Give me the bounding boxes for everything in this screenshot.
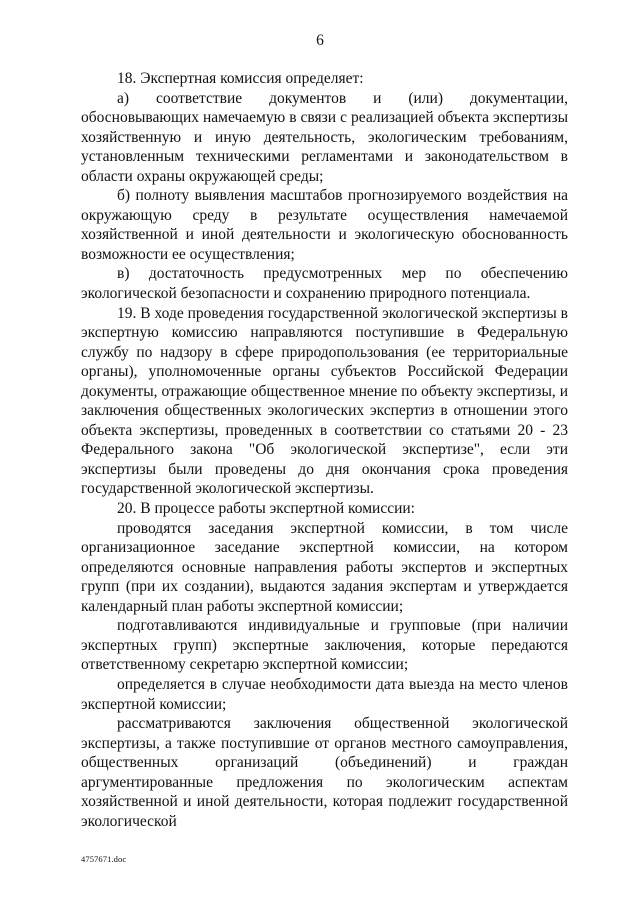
paragraph-19: 19. В ходе проведения государственной экологической экспертизы в экспертную комиссию направляются поступившие в Федеральную службу по надзору в сфере природопользования (ее территориальные органы), уполномоченные органы субъектов Российской Федерации документы, отражающие общественное мнение по объекту экспертизы, и заключения общественных экологических экспертиз в отношении этого объекта экспертизы, проведенных в соответствии со статьями 20 - 23 Федерального закона "Об экологической экспертизе", если эти экспертизы были проведены до дня окончания срока проведения государственной экологической экспертизы. <box>81 304 568 498</box>
paragraph-18-b: б) полноту выявления масштабов прогнозируемого воздействия на окружающую среду в результате осуществления намечаемой хозяйственной и иной деятельности и экологическую обоснованность возможности ее осуществления; <box>81 187 568 263</box>
paragraph-18-c: в) достаточность предусмотренных мер по обеспечению экологической безопасности и сохранению природного потенциала. <box>81 265 568 303</box>
document-footer-filename: 4757671.doc <box>81 854 127 864</box>
paragraph-20-item-review: рассматриваются заключения общественной экологической экспертизы, а также поступившие от органов местного самоуправления, общественных организаций (объединений) и граждан аргументированные предложения по экологическим аспектам хозяйственной и иной деятельности, которая подлежит государственной экологической <box>81 715 568 830</box>
paragraph-20-heading: 20. В процессе работы экспертной комиссии: <box>117 500 415 518</box>
document-body <box>81 69 568 831</box>
paragraph-20-item-conclusions: подготавливаются индивидуальные и групповые (при наличии экспертных групп) экспертные заключения, которые передаются ответственному секретарю экспертной комиссии; <box>81 617 568 674</box>
paragraph-18-heading: 18. Экспертная комиссия определяет: <box>117 70 364 87</box>
paragraph-20-item-meetings: проводятся заседания экспертной комиссии, в том числе организационное заседание экспертной комиссии, на котором определяются основные направления работы экспертов и экспертных групп (при их создании), выдаются задания экспертам и утверждается календарный план работы экспертной комиссии; <box>81 519 568 615</box>
page-number: 6 <box>316 32 324 49</box>
paragraph-18-a: а) соответствие документов и (или) документации, обосновывающих намечаемую в связи с реализацией объекта экспертизы хозяйственную и иную деятельность, экологическим требованиям, установленным техническими регламентами и законодательством в области охраны окружающей среды; <box>81 89 568 185</box>
paragraph-20-item-site-visit: определяется в случае необходимости дата выезда на место членов экспертной комиссии; <box>81 675 568 713</box>
